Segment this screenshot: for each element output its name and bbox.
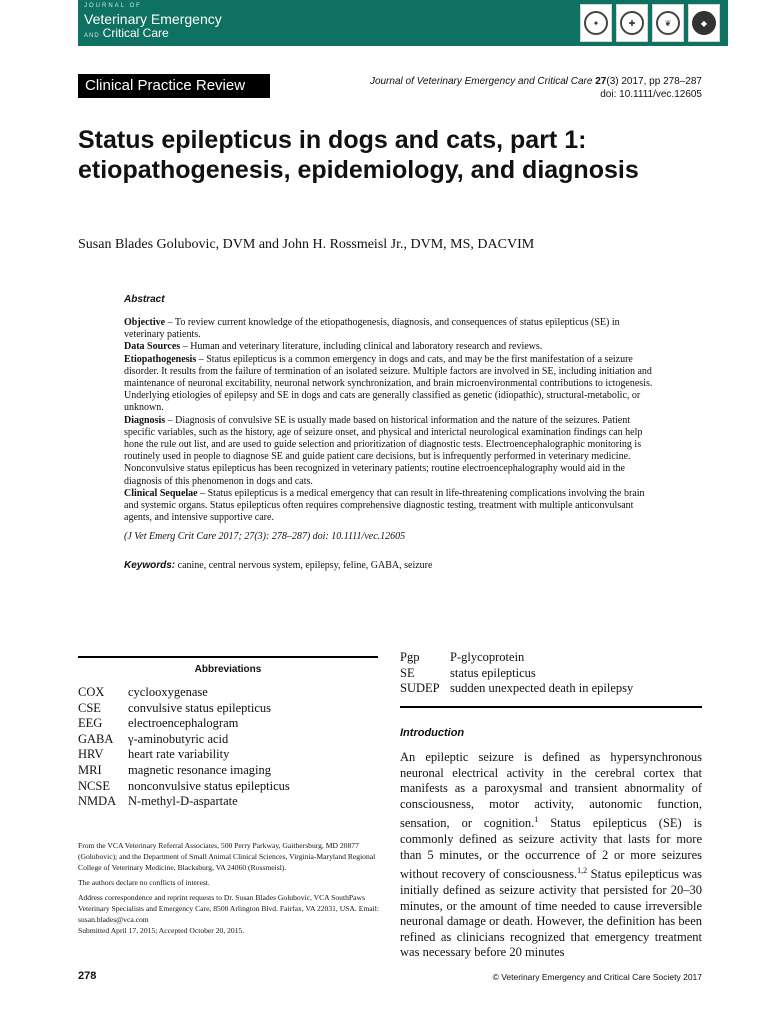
- journal-name-and: AND: [84, 33, 100, 39]
- abbreviation-term: Pgp: [400, 650, 420, 664]
- abbreviation-term: SE: [400, 665, 415, 680]
- intro-text-2: Status epilepticus (SE) is commonly defined as seizure activity that lasts for more than 5 minutes, or the occurrence of 2 or more seizures without recovery of consciousness.: [400, 816, 702, 882]
- abbreviation-definition: cyclooxygenase: [128, 685, 208, 699]
- article-authors: Susan Blades Golubovic, DVM and John H. Rossmeisl Jr., DVM, MS, DACVIM: [78, 237, 535, 252]
- keywords-line: [124, 560, 656, 572]
- data-sources-label: Data Sources: [124, 341, 181, 353]
- journal-name-line1: Veterinary Emergency: [84, 11, 222, 27]
- abstract-heading: Abstract: [124, 294, 165, 305]
- abbreviation-row: [78, 716, 378, 732]
- abbreviation-row: [400, 666, 700, 682]
- abbreviations-heading: Abbreviations: [194, 664, 262, 675]
- citation-volume: 27: [595, 76, 607, 87]
- abstract-section: [124, 294, 656, 572]
- abbreviation-row: [78, 779, 378, 795]
- abbreviation-term: GABA: [78, 731, 114, 746]
- journal-citation: [370, 75, 702, 101]
- journal-name-line2: [84, 26, 169, 40]
- abbreviation-definition: magnetic resonance imaging: [128, 762, 271, 777]
- etiopathogenesis-label: Etiopathogenesis: [124, 353, 197, 365]
- citation-doi[interactable]: doi: 10.1111/vec.12605: [600, 89, 702, 100]
- reference-link[interactable]: 1,2: [577, 866, 588, 876]
- intro-text-1: An epileptic seizure is defined as hypersynchronous neuronal electrical activity in the cerebral cortex that manifests as a paroxysmal and transient abnormality of consciousness, motor activity, autonomic function, sensation, or cognition.: [400, 750, 702, 831]
- abbreviation-row: [78, 685, 378, 701]
- abbreviation-term: NCSE: [78, 778, 110, 793]
- page-number: 278: [78, 970, 97, 982]
- society-seal-2: [616, 4, 648, 42]
- abbreviation-term: COX: [78, 685, 105, 699]
- keywords-label: Keywords:: [124, 559, 176, 571]
- seal-emblem-icon: ✦: [584, 11, 608, 35]
- conflict-statement: The authors declare no conflicts of interest.: [78, 878, 210, 887]
- society-seals: [580, 4, 720, 42]
- abstract-citation: (J Vet Emerg Crit Care 2017; 27(3): 278–287) doi: 10.1111/vec.12605: [124, 531, 406, 543]
- journal-header-band: [78, 0, 728, 46]
- objective-text: – To review current knowledge of the etiopathogenesis, diagnosis, and consequences of status epilepticus (SE) in veterinary patients.: [124, 317, 620, 341]
- abbreviation-row: [78, 763, 378, 779]
- abbreviation-definition: nonconvulsive status epilepticus: [128, 778, 290, 793]
- abbreviation-term: MRI: [78, 762, 102, 777]
- abbreviation-definition: sudden unexpected death in epilepsy: [450, 681, 634, 696]
- abbreviations-list-left: [78, 685, 378, 810]
- abbreviation-row: [78, 732, 378, 748]
- citation-journal: Journal of Veterinary Emergency and Critical Care: [369, 76, 593, 87]
- abstract-clinical-sequelae: [124, 488, 656, 525]
- objective-label: Objective: [124, 317, 166, 328]
- journal-name-prefix: JOURNAL OF: [84, 3, 142, 9]
- keywords-text: canine, central nervous system, epilepsy, feline, GABA, seizure: [175, 559, 433, 571]
- abbreviation-term: HRV: [78, 747, 104, 762]
- etiopathogenesis-text: – Status epilepticus is a common emergency in dogs and cats, and may be the first manifestation of a seizure disorder. It results from the failure of termination of an isolated seizure. Multiple factors are involved in SE, including initiation and maintenance of neuronal excitability, neuronal network synchronization, and brain microenvironmental contributions to ictogenesis. Underlying etiologies of epilepsy and SE in dogs and cats are generally classified as genetic (idiopathic), structural-metabolic, or unknown.: [124, 353, 653, 414]
- abbreviation-definition: P-glycoprotein: [450, 650, 525, 664]
- abstract-diagnosis: [124, 415, 656, 488]
- citation-line: [370, 75, 702, 88]
- abbreviations-list-right: [400, 650, 700, 697]
- clinical-sequelae-text: – Status epilepticus is a medical emergency that can result in life-threatening complications involving the brain and systemic organs. Status epilepticus often requires comprehensive diagnostic testing, treatment with multiple anticonvulsant agents, and intensive supportive care.: [124, 487, 645, 524]
- abbreviation-row: [78, 701, 378, 717]
- abbreviation-row: [400, 650, 700, 666]
- submission-dates: Submitted April 17, 2015; Accepted October 20, 2015.: [78, 926, 245, 935]
- abbreviation-definition: γ-aminobutyric acid: [128, 731, 229, 746]
- article-title: Status epilepticus in dogs and cats, part 1: etiopathogenesis, epidemiology, and diagnosis: [78, 126, 639, 184]
- abbreviation-row: [400, 681, 700, 697]
- abstract-etiopathogenesis: [124, 354, 656, 415]
- abbreviation-row: [78, 794, 378, 810]
- abstract-data-sources: [124, 341, 656, 353]
- citation-issue-pages: (3) 2017, pp 278–287: [606, 76, 702, 87]
- animal-emblem-icon: ❦: [656, 11, 680, 35]
- author-affiliations: [78, 840, 380, 940]
- abbreviation-row: [78, 747, 378, 763]
- shield-emblem-icon: ◆: [692, 11, 716, 35]
- introduction-heading: Introduction: [400, 727, 465, 739]
- data-sources-text: – Human and veterinary literature, including clinical and laboratory research and reviews.: [180, 341, 543, 353]
- copyright-notice: © Veterinary Emergency and Critical Care Society 2017: [492, 972, 702, 982]
- journal-name-line2-text: Critical Care: [102, 26, 169, 40]
- affiliation-from: From the VCA Veterinary Referral Associates, 500 Perry Parkway, Gaithersburg, MD 20877 (Golubovic); and the Department of Small Animal Clinical Sciences, Virginia-Maryland Regional College of Veterinary Medicine, Blacksburg, VA 24060 (Rossmeisl).: [78, 841, 376, 872]
- abbreviation-definition: status epilepticus: [450, 665, 536, 680]
- introduction-rule: [400, 706, 702, 708]
- reference-link[interactable]: 1: [534, 815, 539, 825]
- correspondence-address: Address correspondence and reprint requests to Dr. Susan Blades Golubovic, VCA SouthPaws Veterinary Specialists and Emergency Care, 8500 Arlington Blvd. Fairfax, VA 22031, USA. Email: susan.blades@vca.com: [78, 893, 379, 924]
- abbreviation-definition: electroencephalogram: [128, 716, 239, 731]
- clinical-sequelae-label: Clinical Sequelae: [124, 487, 198, 499]
- introduction-paragraph: [400, 750, 702, 961]
- abbreviation-term: SUDEP: [400, 681, 440, 696]
- society-seal-1: [580, 4, 612, 42]
- society-seal-3: [652, 4, 684, 42]
- abbreviation-definition: convulsive status epilepticus: [128, 700, 272, 715]
- article-category-badge: Clinical Practice Review: [78, 74, 270, 98]
- intro-text-3: Status epilepticus was initially defined as seizure activity that persisted for 20–30 minutes, or the amount of time needed to cause irreversible neuronal damage or death. However, the definition has been refined as clinicians recognized that emergency treatment was necessary before 20 minutes: [400, 867, 702, 960]
- abbreviation-definition: N-methyl-D-aspartate: [128, 794, 238, 809]
- abbreviation-term: EEG: [78, 716, 103, 731]
- diagnosis-label: Diagnosis: [124, 414, 166, 426]
- abstract-objective: [124, 317, 656, 341]
- abbreviation-term: NMDA: [78, 794, 117, 809]
- abbreviations-box: [78, 656, 378, 810]
- abbreviation-term: CSE: [78, 700, 101, 715]
- cross-emblem-icon: ✚: [620, 11, 644, 35]
- diagnosis-text: – Diagnosis of convulsive SE is usually made based on historical information and the nature of the seizures. Patient specific variables, such as the history, age of seizure onset, and physical and interictal neurological examination findings can help hone the rule out list, and are used to guide selection and prioritization of diagnostic tests. Electroencephalographic monitoring is routinely used in people to diagnose SE and guide patient care decisions, but is infrequently performed in veterinary medicine. Nonconvulsive status epilepticus has been recognized in veterinary patients; routine electroencephalography would aid in the diagnosis of this phenomenon in dogs and cats.: [124, 414, 643, 487]
- society-seal-4: [688, 4, 720, 42]
- abbreviation-definition: heart rate variability: [128, 747, 230, 762]
